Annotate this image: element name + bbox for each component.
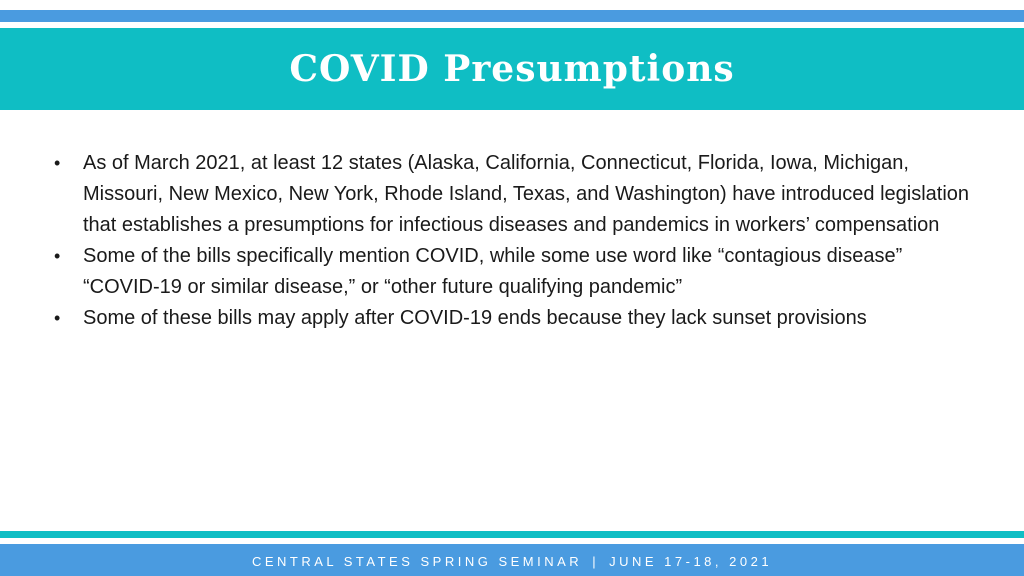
bullet-list [52,148,972,334]
bullet-item-2 [52,241,972,303]
bullet-item-3 [52,303,972,334]
footer-accent-stripe [0,531,1024,538]
bullet-text: Some of the bills specifically mention COVID, while some use word like “contagious disease” “COVID-19 or similar disease,” or “other future qualifying pandemic” [83,245,903,298]
footer-date: JUNE 17-18, 2021 [609,553,773,569]
footer-text [252,552,772,569]
top-accent-stripe [0,10,1024,22]
title-band [0,28,1024,110]
footer-separator: | [592,553,600,569]
bullet-text: As of March 2021, at least 12 states (Alaska, California, Connecticut, Florida, Iowa, Michigan, Missouri, New Mexico, New York, Rhode Island, Texas, and Washington) have introduced legislation that establishes a presumptions for infectious diseases and pandemics in workers’ compensation [83,152,970,236]
bullet-icon: • [54,153,61,173]
bullet-text: Some of these bills may apply after COVID-19 ends because they lack sunset provisions [83,307,867,329]
slide-title: COVID Presumptions [289,48,735,90]
footer-event: CENTRAL STATES SPRING SEMINAR [251,553,583,569]
footer-band [0,544,1024,576]
bullet-icon: • [54,308,61,328]
bullet-icon: • [54,246,61,266]
bullet-item-1 [52,148,972,241]
slide-content [52,148,972,334]
